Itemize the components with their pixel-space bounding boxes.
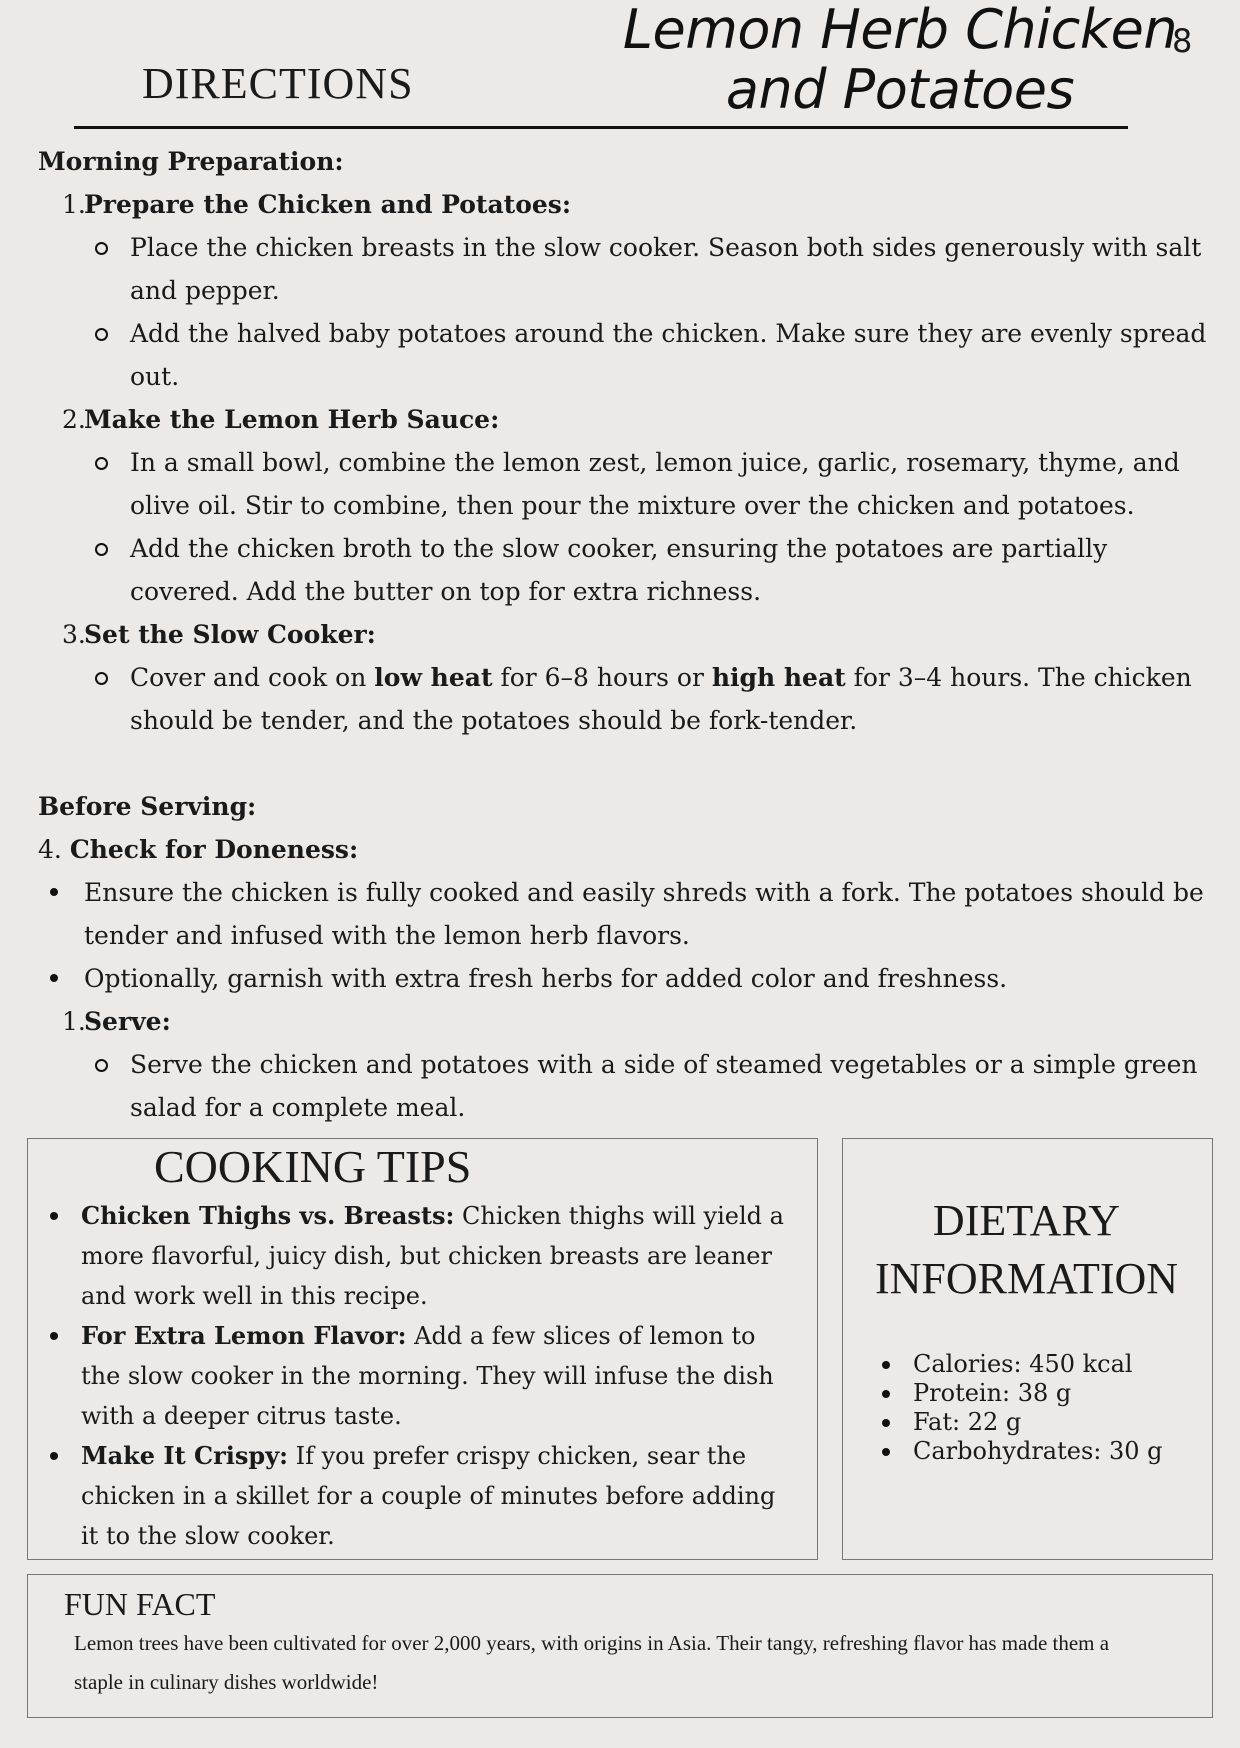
- step-4-item: Optionally, garnish with extra fresh herbs for added color and freshness.: [38, 957, 1208, 1000]
- step-2-item: Add the chicken broth to the slow cooker, ensuring the potatoes are partially covered. Add the butter on top for extra richness.: [38, 527, 1208, 613]
- header-divider: [74, 126, 1128, 129]
- step-4-item: Ensure the chicken is fully cooked and easily shreds with a fork. The potatoes should be tender and infused with the lemon herb flavors.: [38, 871, 1208, 957]
- dietary-info-list: [876, 1350, 1163, 1466]
- step-2-item: In a small bowl, combine the lemon zest, lemon juice, garlic, rosemary, thyme, and olive oil. Stir to combine, then pour the mixture over the chicken and potatoes.: [38, 441, 1208, 527]
- tip-item: For Extra Lemon Flavor: Add a few slices of lemon to the slow cooker in the morning. They will infuse the dish with a deeper citrus taste.: [44, 1316, 794, 1436]
- nutrition-item: Protein: 38 g: [876, 1379, 1163, 1408]
- directions-body: [38, 140, 1208, 1129]
- step-3-item: Cover and cook on low heat for 6–8 hours or high heat for 3–4 hours. The chicken should be tender, and the potatoes should be fork-tender.: [38, 656, 1208, 742]
- step-2: 2. Make the Lemon Herb Sauce:: [62, 405, 500, 434]
- directions-heading: DIRECTIONS: [142, 59, 414, 108]
- serving-heading: Before Serving:: [38, 792, 257, 821]
- step-4: 4. Check for Doneness:: [38, 835, 359, 864]
- serve-step: 1. Serve:: [62, 1007, 171, 1036]
- dietary-info-title: DIETARY INFORMATION: [874, 1196, 1179, 1303]
- cooking-tips-title: COOKING TIPS: [154, 1141, 472, 1192]
- nutrition-item: Carbohydrates: 30 g: [876, 1437, 1163, 1466]
- tip-item: Make It Crispy: If you prefer crispy chicken, sear the chicken in a skillet for a couple of minutes before adding it to the slow cooker.: [44, 1436, 794, 1556]
- cooking-tips-list: [44, 1196, 794, 1556]
- nutrition-item: Fat: 22 g: [876, 1408, 1163, 1437]
- morning-heading: Morning Preparation:: [38, 147, 344, 176]
- step-1-item: Add the halved baby potatoes around the chicken. Make sure they are evenly spread out.: [38, 312, 1208, 398]
- fun-fact-title: FUN FACT: [64, 1586, 216, 1622]
- page-number: 8: [1172, 22, 1193, 60]
- tip-item: Chicken Thighs vs. Breasts: Chicken thighs will yield a more flavorful, juicy dish, but chicken breasts are leaner and work well in this recipe.: [44, 1196, 794, 1316]
- step-1-item: Place the chicken breasts in the slow cooker. Season both sides generously with salt and pepper.: [38, 226, 1208, 312]
- step-3: 3. Set the Slow Cooker:: [62, 620, 376, 649]
- nutrition-item: Calories: 450 kcal: [876, 1350, 1163, 1379]
- fun-fact-text: Lemon trees have been cultivated for over 2,000 years, with origins in Asia. Their tangy, refreshing flavor has made them a staple in culinary dishes worldwide!: [74, 1631, 1110, 1694]
- recipe-title: Lemon Herb Chicken and Potatoes: [622, 0, 1178, 121]
- step-1: 1. Prepare the Chicken and Potatoes:: [62, 190, 572, 219]
- serve-item: Serve the chicken and potatoes with a side of steamed vegetables or a simple green salad for a complete meal.: [38, 1043, 1208, 1129]
